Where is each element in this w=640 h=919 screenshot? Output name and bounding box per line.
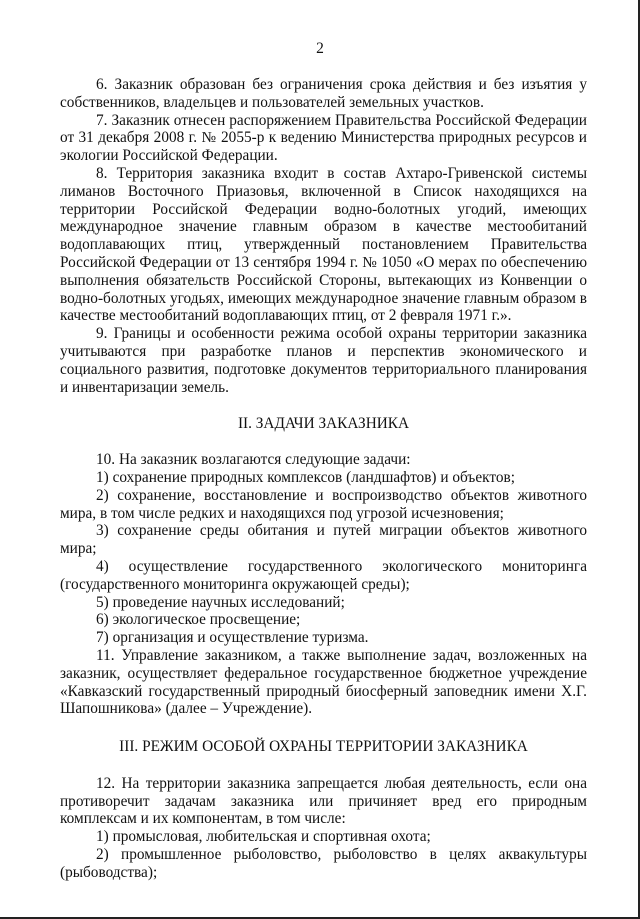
section-heading-protection-regime: III. РЕЖИМ ОСОБОЙ ОХРАНЫ ТЕРРИТОРИИ ЗАКАЗНИКА (119, 738, 528, 756)
task-item-1: 1) сохранение природных комплексов (ландшафтов) и объектов; (96, 468, 515, 486)
paragraph-9: 9. Границы и особенности режима особой охраны территории заказника учитываются при разработке планов и перспектив экономического и социального развития, подготовке документов территориального планирования и инвентаризации земель. (60, 325, 587, 396)
prohibition-item-2: 2) промышленное рыболовство, рыболовство в целях аквакультуры (рыбоводства); (60, 846, 587, 881)
paragraph-10: 10. На заказник возлагаются следующие задачи: (96, 451, 411, 469)
task-item-7: 7) организация и осуществление туризма. (96, 629, 369, 647)
task-item-4: 4) осуществление государственного экологического мониторинга (государственного мониторинга окружающей среды); (60, 557, 587, 593)
paragraph-11: 11. Управление заказником, а также выполнение задач, возложенных на заказник, осуществляет федеральное государственное бюджетное учреждение «Кавказский государственный природный биосферный заповедник имени Х.Г. Шапошникова» (далее – Учреждение). (60, 646, 587, 718)
prohibition-item-1: 1) промысловая, любительская и спортивная охота; (96, 828, 431, 846)
paragraph-8: 8. Территория заказника входит в состав Ахтаро-Гривенской системы лиманов Восточного Приазовья, включенной в Список находящихся на территории Российской Федерации водно-болотных угодий, имеющих международное значение главным образом в качестве местообитаний водоплавающих птиц, утвержденный постановлением Правительства Российской Федерации от 13 сентября 1994 г. № 1050 «О мерах по обеспечению выполнения обязательств Российской Стороны, вытекающих из Конвенции о водно-болотных угодьях, имеющих международное значение главным образом в качестве местообитаний водоплавающих птиц, от 2 февраля 1971 г.». (60, 164, 587, 325)
document-body (60, 76, 587, 882)
task-item-6: 6) экологическое просвещение; (96, 611, 301, 629)
task-item-3: 3) сохранение среды обитания и путей миграции объектов животного мира; (60, 522, 587, 558)
paragraph-6: 6. Заказник образован без ограничения срока действия и без изъятия у собственников, владельцев и пользователей земельных участков. (60, 76, 587, 111)
section-heading-tasks: II. ЗАДАЧИ ЗАКАЗНИКА (237, 415, 410, 433)
page-number: 2 (316, 40, 324, 57)
task-item-2: 2) сохранение, восстановление и воспроизводство объектов животного мира, в том числе редких и находящихся под угрозой исчезновения; (60, 486, 587, 522)
paragraph-7: 7. Заказник отнесен распоряжением Правительства Российской Федерации от 31 декабря 2008 г. № 2055-р к ведению Министерства природных ресурсов и экологии Российской Федерации. (60, 111, 587, 165)
task-item-5: 5) проведение научных исследований; (96, 593, 345, 611)
paragraph-12: 12. На территории заказника запрещается любая деятельность, если она противоречит задачам заказника или причиняет вред его природным комплексам и их компонентам, в том числе: (60, 774, 587, 828)
